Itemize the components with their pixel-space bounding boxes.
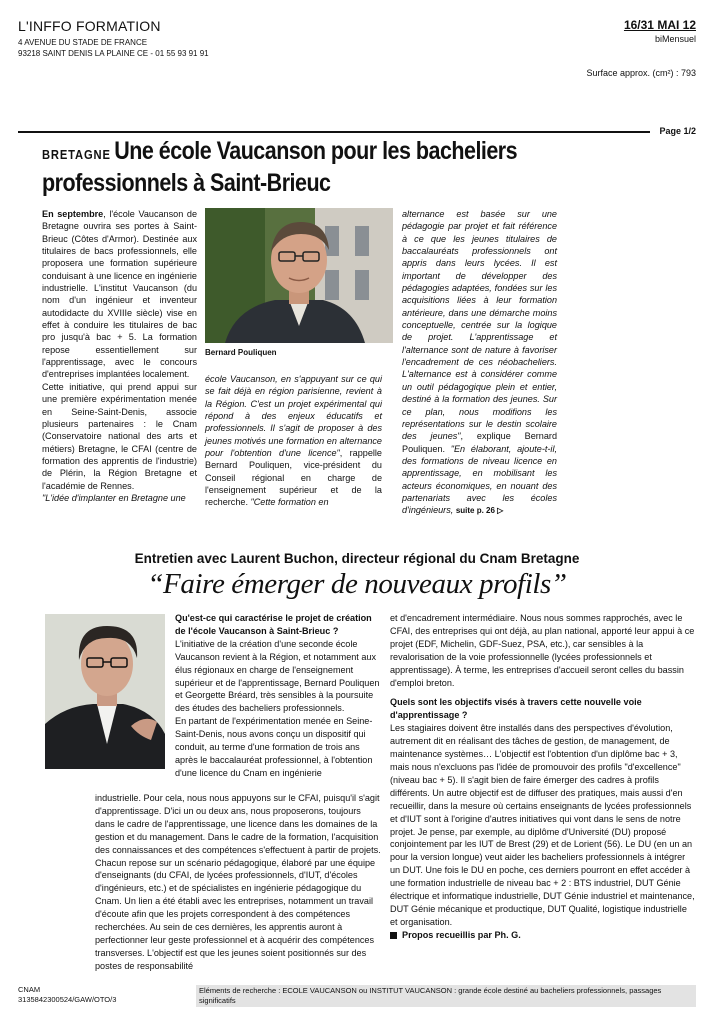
lead-word: En septembre [42,209,104,219]
footer-reference: 3135842300524/GAW/OTO/3 [18,995,117,1004]
article-headline: Une école Vaucanson pour les bacheliers professionnels à Saint-Brieuc [42,137,518,197]
publication-header [18,18,209,59]
article-column-2 [205,373,382,509]
question-2: Quels sont les objectifs visés à travers cette nouvelle voie d'apprentissage ? [390,697,642,721]
col3-attribution: , explique Bernard Pouliquen. [402,431,557,454]
col1-paragraph-1: , l'école Vaucanson de Bretagne ouvrira ses portes à Saint-Brieuc (Côtes d'Armor). Destinée aux titulaires de bacs professionnels, elle proposera une formation supérieure conduisant à une licence en ingénierie industrielle. L'institut Vaucanson (du nom d'un ingénieur et inventeur autodidacte du XVIIIe siècle) vise en effet à conduire les titulaires de bac pro jusqu'à bac + 5. La formation repose essentiellement sur l'apprentissage, avec le concours d'entreprises implantées localement. [42,209,197,380]
col3-quote-2: "En élaborant, ajoute-t-il, des formations de niveau licence en apprentissage, en mobilisant les acteurs économiques, en nouant des partenariats avec les écoles d'ingénieurs, [402,443,557,516]
interview-title: “Faire émerger de nouveaux profils” [147,568,567,600]
laurent-buchon-photo [45,614,165,769]
issue-frequency: biMensuel [654,34,696,44]
portrait-illustration [45,614,165,769]
publication-title: L'INFFO FORMATION [18,18,161,34]
interview-heading: Entretien avec Laurent Buchon, directeur régional du Cnam Bretagne [134,551,580,566]
photo-caption: Bernard Pouliquen [205,348,277,357]
interview-column-2 [390,612,695,942]
article-kicker: BRETAGNE [42,147,111,162]
answer-1-part-1: L'initiative de la création d'une seconde école Vaucanson revient à la Région, et notamment aux élus régionaux en charge de l'enseignement supérieur et de l'apprentissage, Bernard Pouliquen et Georgette Bréard, très sensibles à la poursuite des études des bacheliers professionnels. [175,638,380,714]
answer-2: Les stagiaires doivent être installés dans des perspectives d'évolution, autrement dit en réalisant des tâches de gestion, de management, de maintenance systèmes… L'objectif est l'obtention d'un diplôme bac + 3, mais nous n'excluons pas l'idée de promouvoir des profils "d'excellence" (niveau bac + 5). Il s'agit bien de faire émerger des cadres à profils différents. Un autre objectif est de diffuser des pratiques, mais aussi d'en recueillir, dans la mesure où certains enseignants de lycées professionnels et d'IUT sont à l'origine d'autres initiatives qui vont dans le sens de notre projet. Je pense, par exemple, au diplôme d'Université (DU) proposé conjointement par les IUT de Brest (29) et de Lorient (56). Le DU (en un an pour la version longue) veut aider les bacheliers professionnels à intégrer un DUT. Une fois le DU en poche, ces derniers pourront en effet accéder à une formation industrielle de niveau bac + 2 : BTS industriel, DUT Génie électrique et informatique industrielle, DUT Génie industriel et maintenance, DUT Génie mécanique et productique, DUT Qualité, logistique industrielle et organisation. [390,723,695,927]
portrait-illustration [205,208,393,343]
footer-source [18,985,116,1005]
header-divider [18,131,650,133]
search-elements-box: Eléments de recherche : ECOLE VAUCANSON ou INSTITUT VAUCANSON : grande école destiné au bacheliers professionnels, passages significatifs [196,985,696,1007]
answer-1-part-2: En partant de l'expérimentation menée en Seine-Saint-Denis, nous avons conçu un dispositif qui conduit, au terme d'une formation de trois ans après le baccalauréat professionnel, à l'obtention d'une licence du Cnam en ingénierie [175,716,373,778]
address-line-2: 93218 SAINT DENIS LA PLAINE CE - 01 55 93 91 91 [18,49,209,58]
surface-info: Surface approx. (cm²) : 793 [586,68,696,78]
signature-text: Propos recueillis par Ph. G. [402,929,521,940]
page-number: Page 1/2 [659,126,696,136]
col1-paragraph-2: Cette initiative, qui prend appui sur une première expérimentation menée en Seine-Saint-Denis, associe plusieurs partenaires : le Cnam (Conservatoire national des arts et métiers) Bretagne, le CFAI (centre de formation des apprentis de l'industrie) de Plérin, la Région Bretagne et l'académie de Rennes. [42,381,197,491]
address-line-1: 4 AVENUE DU STADE DE FRANCE [18,38,148,47]
interview-column-1-top [175,612,382,780]
col2-attribution: , rappelle Bernard Pouliquen, vice-président du Conseil régional en charge de l'enseignement supérieur et de la recherche. [205,448,382,508]
answer-1-part-3: industrielle. Pour cela, nous nous appuyons sur le CFAI, puisqu'il s'agit d'apprentissage. D'ici un ou deux ans, nous proposerons, toujours dans le cadre de l'apprentissage, une licence dans les domaines de la gestion et du management. Dans le cadre de la formation, l'acquisition des connaissances et des compétences s'effectuent à partir de projets. Chacun repose sur un scénario pédagogique, élaboré par une équipe d'enseignants (du CFAI, de lycées professionnels, d'IUT, d'écoles d'ingénieurs, etc.) et de spécialistes en ingénierie pédagogique du Cnam. Un lien a été établi avec les entreprises, notamment un travail d'écoute afin que les projets correspondent à des compétences recherchées. Au sein de ces dernières, les apprentis auront à perfectionner leur geste professionnel et à acquérir des compétences transverses. L'objectif est que les jeunes soient positionnés sur des postes de responsabilité [95,793,381,971]
col2-quote-1: école Vaucanson, en s'appuyant sur ce qui se fait déjà en région parisienne, revient à la Région. C'est un projet expérimental qui répond à des enjeux éducatifs et professionnels. Il s'agit de proposer à des jeunes motivés une formation en alternance pour l'obtention d'une licence" [205,374,382,459]
footer-source-name: CNAM [18,985,41,994]
issue-date: 16/31 MAI 12 [623,18,696,32]
bernard-pouliquen-photo [205,208,393,343]
col3-quote-1: alternance est basée sur une pédagogie par projet et fait référence à ce que les jeunes titulaires de baccalauréats professionnels ont appris dans leurs lycées. Il est important de développer des pédagogies adaptées, fondées sur les acquisitions liées à leur formation antérieure, dans une démarche moins conceptuelle, centrée sur la logique de projet. L'apprentissage et l'alternance sont de nature à favoriser l'encadrement de ces néobacheliers. L'alternance est à considérer comme un outil pédagogique plein et entier, destiné à la formation des jeunes. Sur ce plan, nous modifions les représentations sur le destin scolaire des jeunes" [402,209,557,442]
continued-link[interactable]: suite p. 26 ▷ [455,506,504,516]
col2-quote-2: "Cette formation en [250,497,329,508]
publication-address [18,37,209,59]
article-title [42,137,524,198]
square-bullet-icon [390,932,397,939]
article-column-3 [402,208,557,518]
answer-1-part-4: et d'encadrement intermédiaire. Nous nous sommes rapprochés, avec le CFAI, des entreprises qui ont déjà, au plan national, apporté leur appui à ce projet (EDF, Michelin, GDF-Suez, PSA, etc.), car sensibles à la revalorisation de la voie professionnelle (lycées professionnels et apprentissage). À terme, les entreprises d'accueil seront celles du bassin d'emploi breton. [390,613,695,688]
issue-info [624,18,696,44]
col1-paragraph-3: "L'idée d'implanter en Bretagne une [42,492,186,503]
interview-signature [390,929,695,942]
interview-column-1-bottom [95,792,382,973]
question-1: Qu'est-ce qui caractérise le projet de création de l'école Vaucanson à Saint-Brieuc ? [175,613,372,636]
article-column-1 [42,208,197,504]
